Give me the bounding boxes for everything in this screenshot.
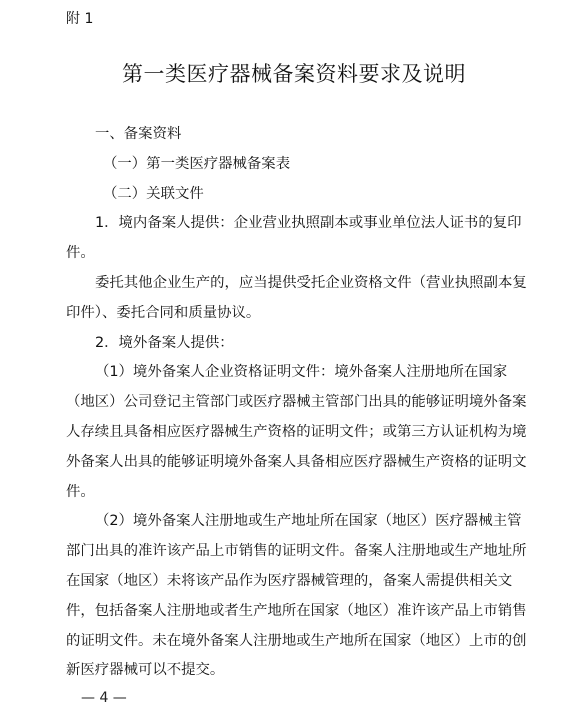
page-number: — 4 — bbox=[81, 690, 127, 706]
paragraph-foreign-1: （1）境外备案人企业资格证明文件：境外备案人注册地所在国家（地区）公司登记主管部门或医疗器械主管部门出具的能够证明境外备案人存续且具备相应医疗器械生产资格的证明文件；或第三方认证机构为境外备案人出具的能够证明境外备案人具备相应医疗器械生产资格的证明文件。 bbox=[66, 364, 527, 500]
list-item-related-docs: （二）关联文件 bbox=[103, 185, 204, 202]
document-title: 第一类医疗器械备案资料要求及说明 bbox=[122, 62, 466, 86]
document-body bbox=[66, 120, 530, 686]
paragraph-foreign-heading: 2．境外备案人提供： bbox=[95, 334, 234, 351]
paragraph-entrust: 委托其他企业生产的，应当提供受托企业资格文件（营业执照副本复印件）、委托合同和质量协议。 bbox=[66, 274, 527, 321]
section-heading: 一、备案资料 bbox=[95, 126, 182, 142]
list-item-form: （一）第一类医疗器械备案表 bbox=[103, 155, 291, 172]
paragraph-domestic: 1．境内备案人提供：企业营业执照副本或事业单位法人证书的复印件。 bbox=[66, 215, 522, 262]
paragraph-foreign-2: （2）境外备案人注册地或生产地址所在国家（地区）医疗器械主管部门出具的准许该产品上市销售的证明文件。备案人注册地或生产地址所在国家（地区）未将该产品作为医疗器械管理的，备案人需提供相关文件，包括备案人注册地或者生产地所在国家（地区）准许该产品上市销售的证明文件。未在境外备案人注册地或生产地所在国家（地区）上市的创新医疗器械可以不提交。 bbox=[66, 513, 527, 679]
annex-label: 附 1 bbox=[66, 11, 94, 27]
